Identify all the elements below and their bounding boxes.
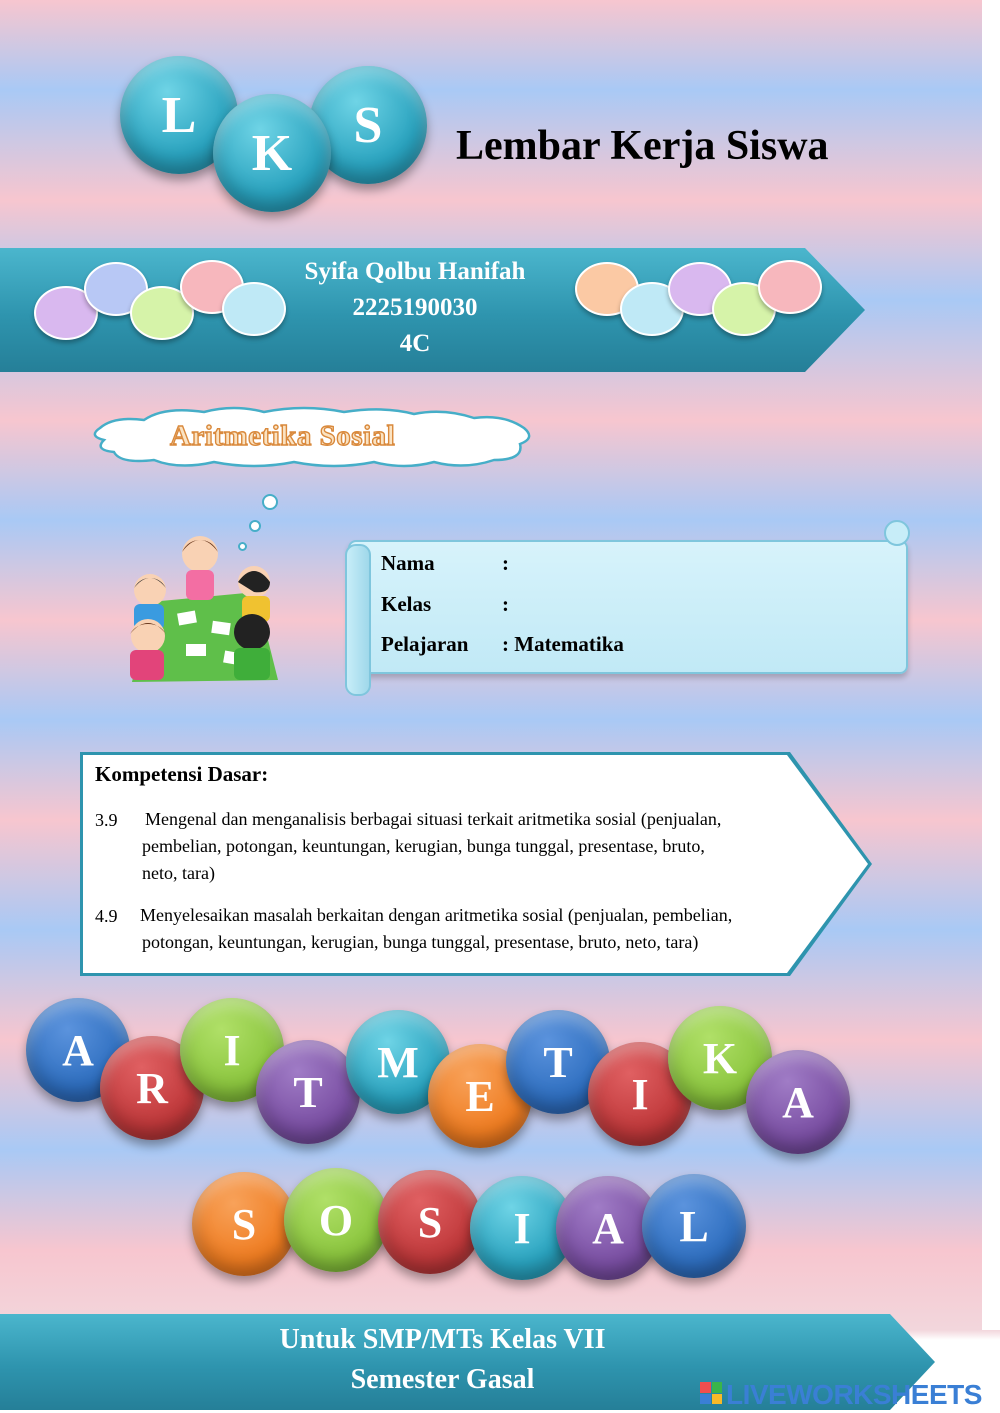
kd-text-line: potongan, keuntungan, kerugian, bunga tunggal, presentase, bruto, neto, tara): [142, 932, 699, 952]
letter-ball: R: [100, 1036, 204, 1140]
students-illustration: [120, 532, 286, 684]
letter-ball: S: [378, 1170, 482, 1274]
field-value-pelajaran: : Matematika: [502, 632, 624, 656]
kd-text-line: Menyelesaikan masalah berkaitan dengan aritmetika sosial (penjualan, pembelian,: [140, 905, 733, 925]
page-title: Lembar Kerja Siswa: [456, 123, 829, 169]
letter-ball: I: [180, 998, 284, 1102]
scroll-roll: [345, 544, 371, 696]
letter-ball: E: [428, 1044, 532, 1148]
page-right-margin: [982, 0, 1000, 1330]
field-value-kelas[interactable]: :: [502, 592, 509, 616]
liveworksheets-logo-icon: [700, 1382, 722, 1404]
letter-ball-s: S: [309, 66, 427, 184]
decor-oval: [758, 260, 822, 314]
kd-number: 3.9: [95, 810, 118, 830]
scroll-curl: [884, 520, 910, 546]
letter-ball-k: K: [213, 94, 331, 212]
student-name: Syifa Qolbu Hanifah: [304, 258, 526, 285]
field-label-nama: Nama: [381, 551, 435, 575]
letter-ball: A: [746, 1050, 850, 1154]
letter-ball: T: [256, 1040, 360, 1144]
letter-ball: S: [192, 1172, 296, 1276]
footer-line-1: Untuk SMP/MTs Kelas VII: [279, 1324, 606, 1355]
watermark: LIVEWORKSHEETS: [726, 1379, 982, 1410]
topic-title: Aritmetika Sosial: [170, 420, 396, 452]
thought-bubble: [262, 494, 278, 510]
field-value-nama[interactable]: :: [502, 551, 509, 575]
letter-ball: I: [588, 1042, 692, 1146]
kompetensi-title: Kompetensi Dasar:: [95, 762, 269, 786]
field-label-pelajaran: Pelajaran: [381, 632, 469, 656]
letter-ball: L: [642, 1174, 746, 1278]
student-id: 2225190030: [352, 294, 478, 321]
letter-ball: M: [346, 1010, 450, 1114]
thought-bubble: [249, 520, 261, 532]
letter-ball: A: [26, 998, 130, 1102]
kd-text-line: Mengenal dan menganalisis berbagai situasi terkait aritmetika sosial (penjualan,: [145, 809, 722, 829]
letter-ball: T: [506, 1010, 610, 1114]
letter-ball: O: [284, 1168, 388, 1272]
letter-ball: I: [470, 1176, 574, 1280]
student-class: 4C: [399, 330, 431, 357]
footer-line-2: Semester Gasal: [350, 1364, 535, 1395]
letter-ball: A: [556, 1176, 660, 1280]
kd-number: 4.9: [95, 906, 118, 926]
kd-text-line: pembelian, potongan, keuntungan, kerugian, bunga tunggal, presentase, bruto,: [142, 836, 705, 856]
kd-text-line: neto, tara): [142, 863, 215, 883]
field-label-kelas: Kelas: [381, 592, 432, 616]
letter-ball: K: [668, 1006, 772, 1110]
letter-ball-l: L: [120, 56, 238, 174]
